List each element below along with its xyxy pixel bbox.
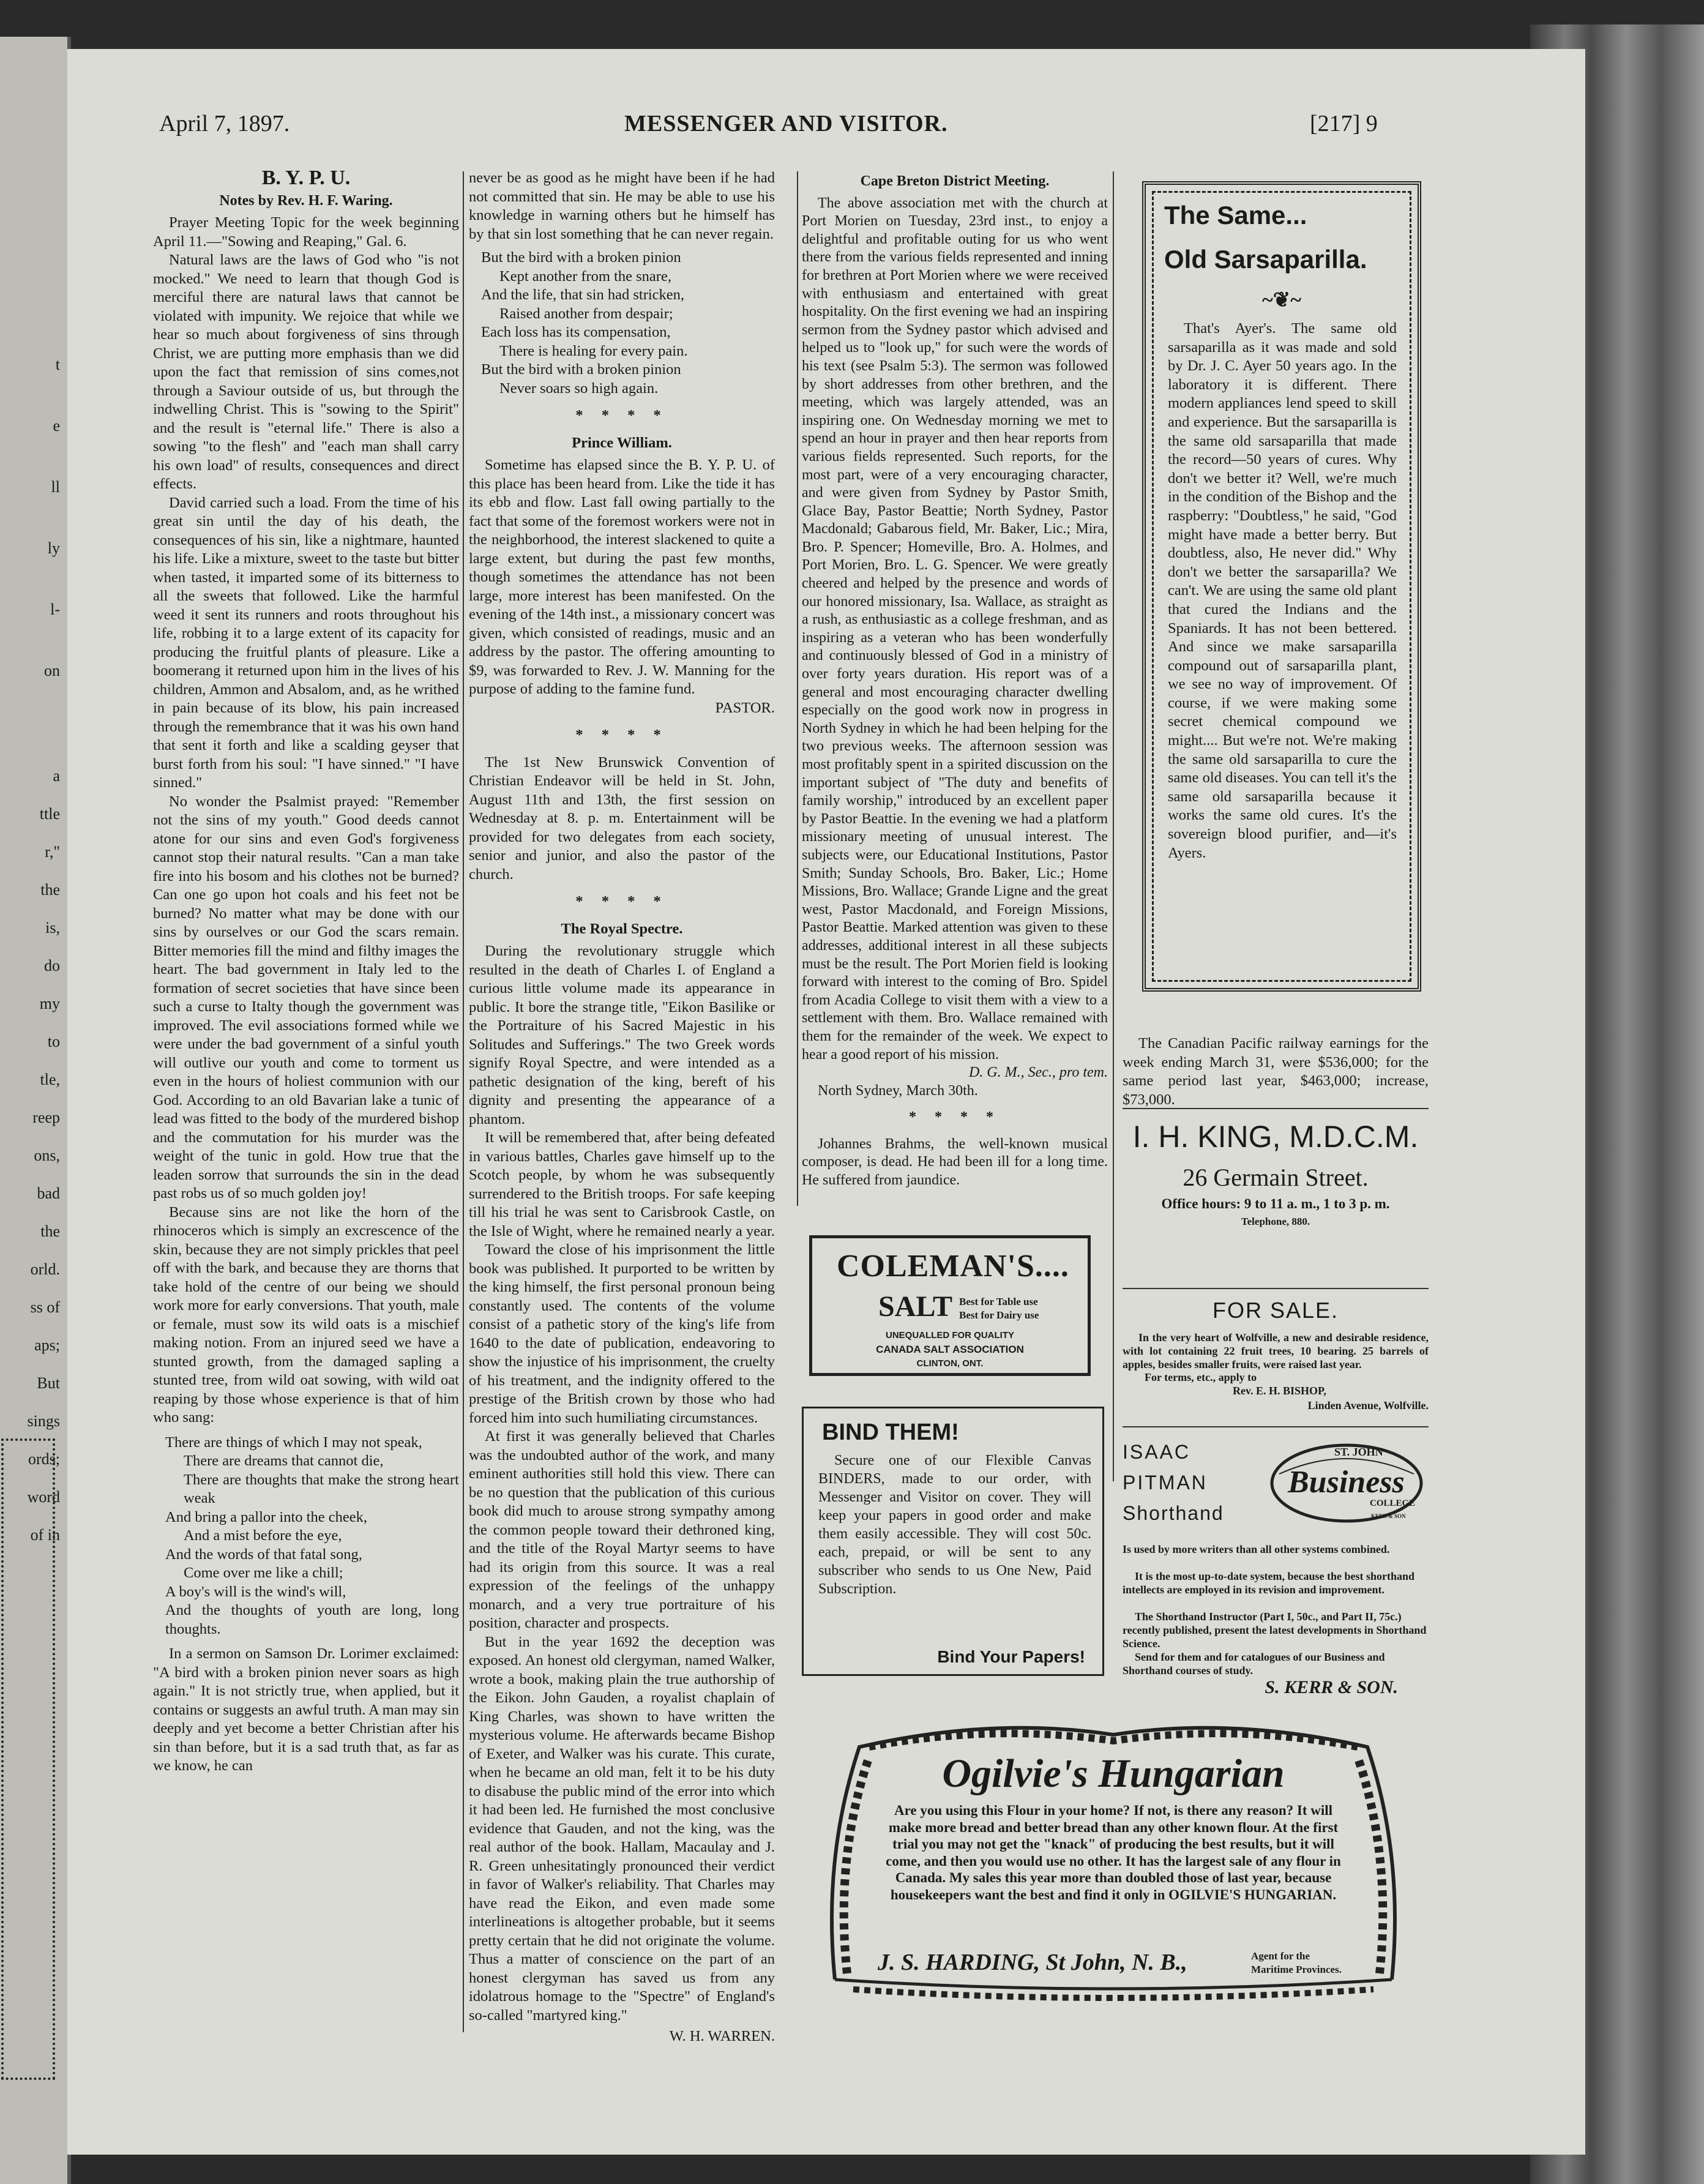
- left-fragment: t: [55, 356, 60, 373]
- col2-poem: [469, 249, 775, 398]
- convention-text: The 1st New Brunswick Convention of Christian Endeavor will be held in St. John, August 11th and 13th, the first session on Wednesday at 8. p. m. Entertainment will be provided for two delegates from each society, senior and junior, and also the pastor of the church.: [469, 754, 775, 883]
- col2-poem-line: And the life, that sin had stricken,: [481, 286, 685, 303]
- pitman-body-2: It is the most up-to-date system, because the best shorthand intellects are employed in its revision and improvement.: [1123, 1570, 1414, 1596]
- bypu-closing: In a sermon on Samson Dr. Lorimer exclaimed: "A bird with a broken pinion never soars as high again." It is not strictly true, when applied, but it contains or suggests an awful truth. A man may sin deeply and yet become a better Christian after his sin than before, but it is a sad truth that, as far as we know, he can: [153, 1645, 459, 1774]
- cpr-earnings: The Canadian Pacific railway earnings for the week ending March 31, were $536,000; for the same period last year, $463,000; increase, $73,000.: [1123, 1035, 1429, 1108]
- pitman-signature: S. KERR & SON.: [1265, 1677, 1398, 1697]
- bind-them-ad: [802, 1407, 1104, 1676]
- ogilvie-agent: J. S. HARDING, St John, N. B.,: [878, 1950, 1187, 1975]
- ogilvie-ad: [810, 1710, 1416, 2004]
- cape-breton-sig-1: D. G. M., Sec., pro tem.: [968, 1064, 1108, 1081]
- coleman-salt: SALT: [878, 1290, 952, 1323]
- col2-poem-line: Each loss has its compensation,: [481, 324, 671, 340]
- header-page-number: [217] 9: [1310, 111, 1378, 136]
- left-fragment: the: [40, 881, 60, 899]
- king-address: 26 Germain Street.: [1183, 1164, 1369, 1191]
- for-sale-address: Linden Avenue, Wolfville.: [1307, 1399, 1429, 1412]
- left-fragment: reep: [32, 1109, 60, 1126]
- royal-spectre-signature: W. H. WARREN.: [669, 2028, 775, 2044]
- coleman-tag-1: Best for Table use: [959, 1296, 1038, 1307]
- bind-them-tagline: Bind Your Papers!: [937, 1647, 1085, 1666]
- left-fragment: ttle: [39, 805, 60, 823]
- business-college-logo: [1267, 1437, 1426, 1529]
- pitman-ad: [1123, 1432, 1429, 1702]
- left-fragment: aps;: [34, 1336, 60, 1354]
- prince-william-text: Sometime has elapsed since the B. Y. P. U. of this place has been heard from. Like the tide it has its ebb and flow. Last fall owing partially to the fact that some of the foremost workers were not in the neighborhood, the interest slackened to quite a large extent, but during the past few months, though sometimes the attendance has not been large, more interest has been manifested. On the evening of the 14th inst., a missionary concert was given, which consisted of readings, music and an address by the pastor. The offering amounting to $9, was forwarded to Rev. J. W. Manning for the purpose of adding to the famine fund.: [469, 457, 775, 697]
- cape-breton-heading: Cape Breton District Meeting.: [860, 173, 1050, 189]
- col2-poem-line: But the bird with a broken pinion: [481, 361, 681, 378]
- coleman-city: CLINTON, ONT.: [916, 1358, 984, 1369]
- left-fragment: tle,: [40, 1071, 60, 1088]
- bypu-paragraph: Because sins are not like the horn of the rhinoceros which is simply an excrescence of the skin, because they are not simply prickles that peel off with the bark, and because they are thorns that take hold of the centre of our being we should work more for early conversions. That youth, male or female, must sow its wild oats is a mischief making notion. From an injured seed we have a stunted growth, from the damaged sapling a stunted tree, from wild oat sowing, with wild oat reaping by those whose experience is that of him who sang:: [153, 1203, 459, 1426]
- bypu-poem-line: And bring a pallor into the cheek,: [165, 1508, 367, 1525]
- for-sale-ad: [1123, 1295, 1429, 1430]
- bind-them-body: Secure one of our Flexible Canvas BINDERS, made to our order, with Messenger and Visitor on cover. They will keep your papers in good order and make them easily accessible. They will cost 50c. each, prepaid, or will be sent to any subscriber who sends to us One New, Paid Subscription.: [818, 1453, 1091, 1597]
- left-page-ornament: [1, 1438, 55, 2080]
- king-hours: Office hours: 9 to 11 a. m., 1 to 3 p. m.: [1161, 1196, 1390, 1211]
- pitman-word-2: PITMAN: [1123, 1472, 1208, 1494]
- column-3: [802, 169, 1108, 1190]
- left-fragment: l-: [50, 600, 60, 618]
- bypu-poem-line: And a mist before the eye,: [184, 1527, 342, 1544]
- bypu-poem-line: There are thoughts that make the strong heart weak: [184, 1471, 459, 1506]
- header-date: April 7, 1897.: [159, 111, 290, 136]
- left-fragment: word: [27, 1488, 60, 1506]
- column-divider-3: [1113, 171, 1114, 1481]
- rule-forsale: [1123, 1426, 1429, 1427]
- rule-king: [1123, 1288, 1429, 1289]
- bypu-poem-line: And the words of that fatal song,: [165, 1546, 362, 1563]
- king-name: I. H. KING, M.D.C.M.: [1132, 1120, 1419, 1154]
- ogilvie-agent-note-2: Maritime Provinces.: [1251, 1964, 1342, 1975]
- left-fragment: ly: [47, 539, 60, 557]
- left-fragment: But: [37, 1374, 60, 1392]
- column-1: [153, 166, 459, 1776]
- ogilvie-body: Are you using this Flour in your home? If not, is there any reason? It will make more bread and better bread than any other known flour. At the first trial you may not get the "knack" of producing the best results, but it will come, and then you would use no other. It has the largest sale of any flour in Canada. My sales this year more than doubled those of last year, because housekeepers want the best and find it only in OGILVIE'S HUNGARIAN.: [886, 1803, 1341, 1902]
- cape-breton-text: The above association met with the church at Port Morien on Tuesday, 23rd inst., to enjoy a delightful and profitable outing for us who went there from the various fields represented and inning for brethren at Port Morien where we were received with enthusiasm and entertained with great hospitality. On the first evening we had an inspiring sermon from the Sydney pastor which advised and helped us to "look up," for such were the words of his text (see Psalm 5:3). The sermon was followed by short addresses from other brethren, and the meeting, which was largely attended, was an inspiring one. On Wednesday morning we met to spend an hour in prayer and then hear reports from various fields represented. Such reports, for the most part, were of a very encouraging character, and were given from Sydney by Pastor Smith, Glace Bay, Pastor Beattie; North Sydney, Pastor Macdonald; Gabarous field, Mr. Baker, Lic.; Mira, Bro. P. Spencer; Homeville, Bro. A. Holmes, and Port Morien, Bro. L. G. Spencer. We were greatly cheered and helped by the presence and words of our honored missionary, Isa. Wallace, as straight as a rush, as enthusiastic as a college freshman, and as inspiring as a veteran who has been wonderfully and continuously blessed of God in a ministry of over forty years duration. His report was of a general and most encouraging character dwelling especially on the good work now in progress in North Sydney in which he had been helping for the two previous weeks. The afternoon session was most profitably spent in a spirited discussion on the important subject of "The duty and benefits of family worship," introduced by an excellent paper by Pastor Beattie. In the evening we had a platform missionary meeting of unusual interest. The subjects were, our Educational Institutions, Pastor Smith; Sunday Schools, Bro. Baker, Lic.; Home Missions, Bro. Wallace; Grande Ligne and the great west, Pastor Macdonald, and Foreign Missions, Pastor Beattie. Marked attention was given to these addresses, additional interest in all these subjects must be the result. The Port Morien field is looking forward with interest to the coming of Bro. Spidel from Acadia College to visit them with a view to a settlement with them. Bro. Wallace remained with them for the remainder of the week. We expect to hear a good report of his mission.: [802, 195, 1108, 1063]
- col2-stars-1: * * * *: [575, 407, 668, 424]
- king-phone: Telephone, 880.: [1241, 1216, 1310, 1227]
- left-fragment: a: [53, 767, 60, 785]
- ogilvie-agent-note-1: Agent for the: [1251, 1950, 1310, 1962]
- column-2: [469, 169, 775, 2046]
- left-fragment: ll: [51, 478, 60, 496]
- bypu-byline: Notes by Rev. H. F. Waring.: [219, 192, 393, 209]
- left-fragment: e: [53, 417, 60, 435]
- left-fragment: on: [44, 662, 60, 679]
- left-fragment: sings: [27, 1412, 60, 1430]
- for-sale-apply: For terms, etc., apply to: [1145, 1371, 1257, 1383]
- col2-stars-2: * * * *: [575, 727, 668, 743]
- royal-spectre-paragraph: At first it was generally believed that Charles was the undoubted author of the work, and many eminent authorities still hold this view. There can be no question that the publication of this curious book did much to arouse strong sympathy among the common people toward their dethroned king, and the title of the Royal Martyr seems to have had its origin from this source. It was a real expression of the feelings of the unhappy monarch, and a very true portraiture of his position, character and prospects.: [469, 1428, 775, 1631]
- col2-poem-line: Never soars so high again.: [499, 380, 659, 397]
- coleman-brand: COLEMAN'S....: [837, 1249, 1069, 1284]
- pitman-body-1: Is used by more writers than all other systems combined.: [1123, 1543, 1390, 1555]
- coleman-tag-2: Best for Dairy use: [959, 1309, 1039, 1321]
- col2-poem-line: Kept another from the snare,: [499, 267, 671, 285]
- col2-poem-line: There is healing for every pain.: [499, 342, 688, 359]
- sarsaparilla-title-2: Old Sarsaparilla.: [1164, 245, 1367, 274]
- bypu-paragraph: No wonder the Psalmist prayed: "Remember not the sins of my youth." Good deeds cannot atone for our sins and even God's forgiveness cannot stop their natural results. "Can a man take fire into his bosom and his clothes not be burned? Can one go upon hot coals and his feet not be burned? No matter what may be done with our sins by ourselves or our God the scars remain. Bitter memories fill the mind and filthy images the heart. The bad government in Italy led to the formation of secret societies that have since been such a curse to Italty though the government was improved. The evil associations formed while we were under the bad government of a sinful youth will outlive our youth and come to torment us even in the hours of holiest communion with our God. According to an old Bavarian lake a tunic of lead was fitted to the body of the murdered bishop and the commutation for his murder was the weight of the tunic in gold. How true that the leaden sorrow that surrounds the sin in the dead past robs us of so much golden joy!: [153, 793, 459, 1202]
- sarsaparilla-ad: [1142, 181, 1421, 992]
- column-divider-2: [797, 171, 798, 1206]
- left-fragment: the: [40, 1222, 60, 1240]
- left-fragment: ords;: [28, 1450, 60, 1468]
- col2-stars-3: * * * *: [575, 893, 668, 910]
- for-sale-body: In the very heart of Wolfville, a new and desirable residence, with lot containing 22 fruit trees, 10 bearing. 25 barrels of apples, besides smaller fruits, were raised last year.: [1123, 1331, 1429, 1371]
- left-fragment: ons,: [34, 1146, 60, 1164]
- col3-stars: * * * *: [909, 1109, 1001, 1126]
- bypu-poem-line: There are dreams that cannot die,: [184, 1453, 384, 1469]
- left-fragment: my: [39, 995, 60, 1012]
- left-page-edge: [0, 37, 71, 2184]
- pitman-body-4: Send for them and for catalogues of our Business and Shorthand courses of study.: [1123, 1651, 1385, 1677]
- left-fragment: do: [44, 957, 60, 974]
- col2-poem-line: But the bird with a broken pinion: [481, 249, 681, 266]
- bypu-poem-line: A boy's will is the wind's will,: [165, 1583, 346, 1600]
- bypu-poem-line: Come over me like a chill;: [184, 1565, 343, 1581]
- bypu-paragraph: David carried such a load. From the time of his great sin until the day of his death, the consequences of his sin, like a nightmare, haunted his life. Like a mixture, sweet to the taste but bitter when tasted, it imparted some of its bitterness to all the sweets that followed. Like the harmful weed it sent its runners and roots throughout his life, robbing it to a large extent of its capacity for producing the fruitful plants of pleasure. Like a boomerang it returned upon him in the lives of his children, Ammon and Absalom, and, as he writhed in pain because of its blow, his pain increased through the remembrance that it was his own hand that sent it forth and like a scalding geyser that burst forth from his soul: "I have sinned." "I have sinned.": [153, 494, 459, 791]
- king-ad: [1123, 1114, 1429, 1236]
- royal-spectre-paragraph: During the revolutionary struggle which resulted in the death of Charles I. of England a curious little volume made its appearance in public. It bore the strange title, "Eikon Basilike or the Portraiture of his Sacred Majestic in his Solitudes and Sufferings." The two Greek words signify Royal Spectre, and were intended as a pathetic designation of the king, bereft of his dignity and presenting the appearance of a phantom.: [469, 943, 775, 1128]
- pitman-word-3: Shorthand: [1123, 1502, 1224, 1524]
- for-sale-title: FOR SALE.: [1212, 1298, 1339, 1323]
- for-sale-name: Rev. E. H. BISHOP,: [1233, 1385, 1326, 1397]
- coleman-salt-ad: [809, 1235, 1091, 1376]
- bypu-heading: B. Y. P. U.: [261, 166, 351, 189]
- col2-intro: never be as good as he might have been if he had not committed that sin. He may be able to use his knowledge in warning others but he himself has by that sin lost something that he can never regain.: [469, 170, 775, 242]
- rule-cpr: [1123, 1108, 1429, 1109]
- pitman-body-3: The Shorthand Instructor (Part I, 50c., and Part II, 75c.) recently published, present the latest developments in Shorthand Science.: [1123, 1610, 1427, 1650]
- left-fragment: is,: [45, 919, 60, 937]
- left-fragment: bad: [37, 1184, 60, 1202]
- left-fragment: r,": [45, 843, 60, 861]
- coleman-assoc: CANADA SALT ASSOCIATION: [876, 1344, 1024, 1355]
- prince-william-heading: Prince William.: [572, 434, 672, 451]
- ogilvie-title: Ogilvie's Hungarian: [942, 1751, 1285, 1796]
- column-divider-1: [463, 171, 464, 2032]
- royal-spectre-paragraph: But in the year 1692 the deception was exposed. An honest old clergyman, named Walker, wrote a book, making plain the true authorship of the Eikon. John Gauden, a royalist chaplain of King Charles, was shown to have written the mysterious volume. He afterwards became Bishop of Exeter, and Walker was his curate. This curate, when he became an old man, felt it to be his duty to disabuse the public mind of the error into which it had been led. He furnished the most conclusive evidence that Gauden, and not the king, was the real author of the book. Hallam, Macaulay and J. R. Green unhesitatingly pronounced their verdict in favor of Walker's reliability. That Charles may have read the Eikon, and even made some interlineations is altogether probable, but it seems pretty certain that he did not originate the volume. Thus a matter of conscience on the part of an honest clergyman has saved us from any idolatrous homage to the "Spectre" of England's so-called "martyred king.": [469, 1633, 775, 2024]
- bypu-poem: [153, 1434, 459, 1639]
- prince-william-signature: PASTOR.: [715, 699, 775, 716]
- cape-breton-sig-2: North Sydney, March 30th.: [818, 1082, 978, 1099]
- logo-top-text: ST. JOHN: [1334, 1446, 1383, 1458]
- left-fragment: of in: [30, 1526, 60, 1544]
- logo-bottom-text: COLLEGE: [1370, 1498, 1416, 1508]
- bypu-paragraph: Natural laws are the laws of God who "is not mocked." We need to learn that though God is merciful there are natural laws that cannot be violated with impunity. We rejoice that while we hear so much about forgiveness of sins through Christ, we are putting more emphasis than we did upon the fact that remission of sins comes,not through a Saviour outside of us, but through the indwelling Christ. This is "sowing to the Spirit" and the result is "eternal life." There is also a sowing "to the flesh" and "each man shall carry his own load" of results, consequences and direct effects.: [153, 252, 459, 492]
- bind-them-title: BIND THEM!: [822, 1419, 959, 1445]
- royal-spectre-heading: The Royal Spectre.: [561, 920, 683, 937]
- sarsaparilla-ornament: ~❦~: [1262, 289, 1301, 312]
- col2-poem-line: Raised another from despair;: [499, 305, 673, 322]
- bypu-poem-line: And the thoughts of youth are long, long thoughts.: [165, 1602, 459, 1637]
- bypu-poem-line: There are things of which I may not speak,: [165, 1434, 422, 1451]
- logo-small-text: KERR & SON: [1371, 1513, 1406, 1519]
- brahms-text: Johannes Brahms, the well-known musical composer, is dead. He had been ill for a long time. He suffered from jaundice.: [802, 1135, 1108, 1189]
- left-fragment: to: [47, 1033, 60, 1050]
- sarsaparilla-title-1: The Same...: [1164, 201, 1307, 230]
- bypu-paragraphs: [153, 214, 459, 1427]
- logo-main-text: Business: [1288, 1465, 1405, 1500]
- royal-spectre-paragraphs: [469, 942, 775, 2025]
- sarsaparilla-body: That's Ayer's. The same old sarsaparilla as it was made and sold by Dr. J. C. Ayer 50 years ago. In the laboratory it is different. There modern appliances lend speed to skill and experience. But the sarsaparilla is the same old sarsaparilla that made the record—50 years of cures. Why don't we better it? Well, we're much in the condition of the Bishop and the raspberry: "Doubtless," he said, "God might have made a better berry. But doubtless, also, He never did." Why don't we better the sarsaparilla? We can't. We are using the same old plant that cured the Indians and the Spaniards. It has not been bettered. And since we make sarsaparilla compound out of sarsaparilla plant, we see no way of improvement. Of course, if we were making some secret chemical compound we might.... But we're not. We're making the same old sarsaparilla to cure the same old diseases. You can tell it's the same old sarsaparilla because it works the same old cures. It's the sovereign blood purifier, and—it's Ayers.: [1168, 320, 1397, 861]
- left-fragment: orld.: [30, 1260, 60, 1278]
- pitman-word-1: ISAAC: [1123, 1441, 1191, 1463]
- header-title: MESSENGER AND VISITOR.: [624, 111, 948, 136]
- coleman-quality: UNEQUALLED FOR QUALITY: [886, 1330, 1014, 1341]
- bypu-paragraph: Prayer Meeting Topic for the week beginning April 11.—"Sowing and Reaping," Gal. 6.: [153, 214, 459, 250]
- left-fragment: ss of: [30, 1298, 60, 1316]
- royal-spectre-paragraph: Toward the close of his imprisonment the little book was published. It purported to be written by the king himself, the first personal pronoun being constantly used. The contents of the volume consist of a pathetic story of the king's life from 1640 to the date of publication, endeavoring to show the injustice of his imprisonment, the cruelty of his treatment, and the indignity offered to the prestige of the British crown by those who had forced him into such humiliating circumstances.: [469, 1241, 775, 1426]
- royal-spectre-paragraph: It will be remembered that, after being defeated in various battles, Charles gave himself up to the Scotch people, by whom he was subsequently surrendered to the British troops. For safe keeping till his trial he was sent to Carisbrook Castle, on the Isle of Wight, where he remained nearly a year.: [469, 1129, 775, 1240]
